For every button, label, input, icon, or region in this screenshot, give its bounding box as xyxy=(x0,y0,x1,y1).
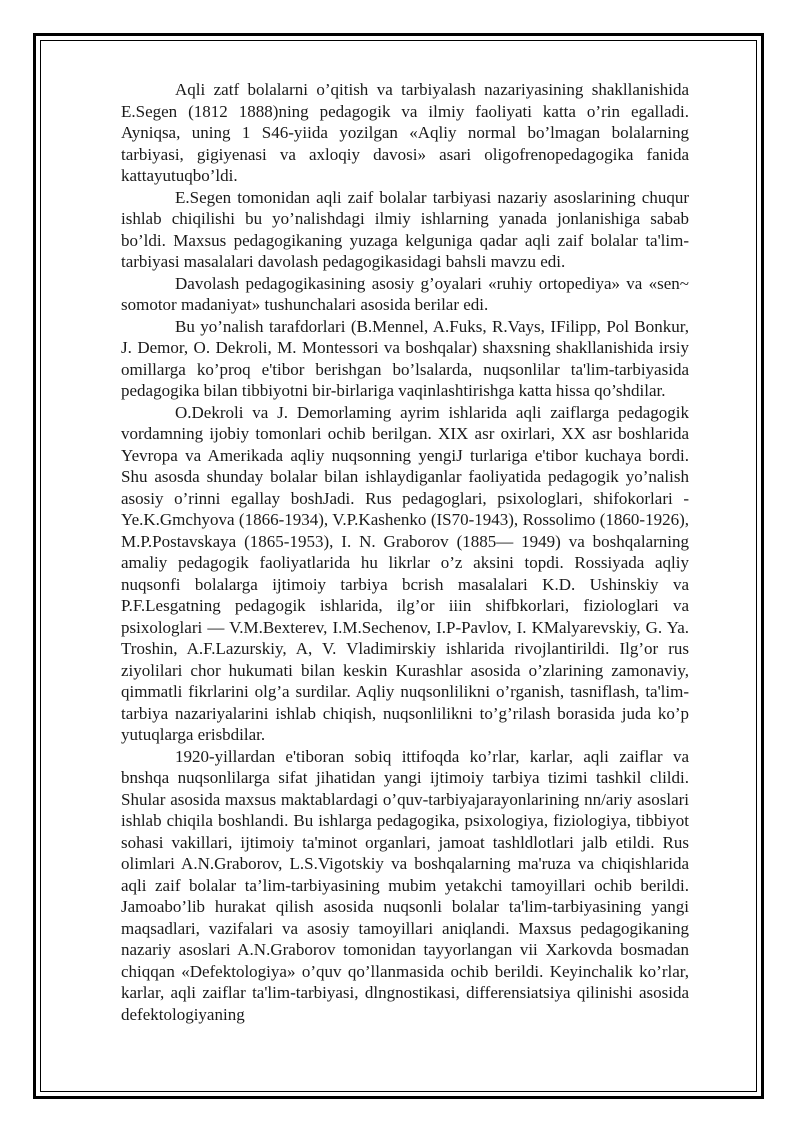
paragraph-2: E.Segen tomonidan aqli zaif bolalar tarbiyasi nazariy asoslarining chuqur ishlab chiqilishi bu yo’nalishdagi ilmiy ishlarning yanada jonlanishiga sabab bo’ldi. Maxsus pedagogikaning yuzaga kelguniga qadar aqli zaif bolalar ta'lim-tarbiyasi masalalari davolash pedagogikasidagi bahsli mavzu edi. xyxy=(121,187,689,271)
page-border-inner xyxy=(40,40,757,1092)
paragraph-1: Aqli zatf bolalarni o’qitish va tarbiyalash nazariyasining shakllanishida E.Segen (1812 1888)ning pedagogik va ilmiy faoliyati katta o’rin egalladi. Ayniqsa, uning 1 S46-yiida yozilgan «Aqliy normal bo’lmagan bolalarning tarbiyasi, gigiyenasi va axloqiy davosi» asari oligofrenopedagogika fanida kattayutuqbo’ldi. xyxy=(121,80,689,185)
document-body xyxy=(121,79,689,1025)
page-border-outer xyxy=(33,33,764,1099)
paragraph-6: 1920-yillardan e'tiboran sobiq ittifoqda ko’rlar, karlar, aqli zaiflar va bnshqa nuqsonlilarga sifat jihatidan yangi ijtimoiy tarbiya tizimi tashkil clildi. Shular asosida maxsus maktablardagi o’quv-tarbiyajarayonlarining nn/ariy asoslari ishlab chiqila boshlandi. Bu ishlarga pedagogika, psixologiya, fiziologiya, tibbiyot sohasi vakillari, ijtimoiy ta'minot organlari, jamoat tashldlotlari jalb etildi. Rus olimlari A.N.Graborov, L.S.Vigotskiy va boshqalarning ma'ruza va chiqishlarida aqli zaif bolalar ta’lim-tarbiyasining mubim yetakchi tamoyillari ochib berildi. Jamoabo’lib hurakat qilish asosida nuqsonli bolalar ta'lim-tarbiyasining yangi maqsadlari, vazifalari va asosiy tamoyillari aniqlandi. Maxsus pedagogikaning nazariy asoslari A.N.Graborov tomonidan tayyorlangan vii Xarkovda bosmadan chiqqan «Defektologiya» o’quv qo’llanmasida ochib berildi. Keyinchalik ko’rlar, karlar, aqli zaiflar ta'lim-tarbiyasi, dlngnostikasi, differensiatsiya qilinishi asosida defektologiyaning xyxy=(121,746,689,1024)
paragraph-3: Davolash pedagogikasining asosiy g’oyalari «ruhiy ortopediya» va «sen~ somotor madaniyat» tushunchalari asosida berilar edi. xyxy=(121,273,689,314)
paragraph-5: O.Dekroli va J. Demorlaming ayrim ishlarida aqli zaiflarga pedagogik vordamning ijobiy tomonlari ochib berilgan. XIX asr oxirlari, XX asr boshlarida Yevropa va Amerikada aqliy nuqsonning yengiJ turlariga e'tibor kuchaya bordi. Shu asosda shunday bolalar bilan ishlaydiganlar faoliyatida pedagogik yo’nalish asosiy o’rinni egallay boshJadi. Rus pedagoglari, psixologlari, shifokorlari - Ye.K.Gmchyova (1866-1934), V.P.Kashenko (IS70-1943), Rossolimo (1860-1926), M.P.Postavskaya (1865-1953), I. N. Graborov (1885— 1949) va boshqalarning amaliy pedagogik faoliyatlarida hu likrlar o’z aksini topdi. Rossiyada aqliy nuqsonfi bolalarga ijtimoiy tarbiya bcrish masalalari K.D. Ushinskiy va P.F.Lesgatning pedagogik ishlarida, ilg’or iiin shifbkorlari, fiziologlari va psixologlari — V.M.Bexterev, I.M.Sechenov, I.P-Pavlov, I. KMalyarevskiy, G. Ya. Troshin, A.F.Lazurskiy, A, V. Vladimirskiy ishlarida rivojlantirildi. Ilg’or rus ziyolilari chor hukumati bilan keskin Kurashlar asosida o’zlarining zamonaviy, qimmatli fikrlarini olg’a surdilar. Aqliy nuqsonlilikni o’rganish, tasniflash, ta'lim-tarbiya nazariyalarini ishlab chiqish, nuqsonlilikni to’g’rilash borasida juda ko’p yutuqlarga erisbdilar. xyxy=(121,402,689,744)
paragraph-4: Bu yo’nalish tarafdorlari (B.Mennel, A.Fuks, R.Vays, IFilipp, Pol Bonkur, J. Demor, O. Dekroli, M. Montessori va boshqalar) shaxsning shakllanishida irsiy omillarga ko’proq e'tibor berishgan bo’lsalarda, nuqsonlilar ta'lim-tarbiyasida pedagogika bilan tibbiyotni bir-birlariga vaqinlashtirishga katta hissa qo’shdilar. xyxy=(121,316,689,400)
